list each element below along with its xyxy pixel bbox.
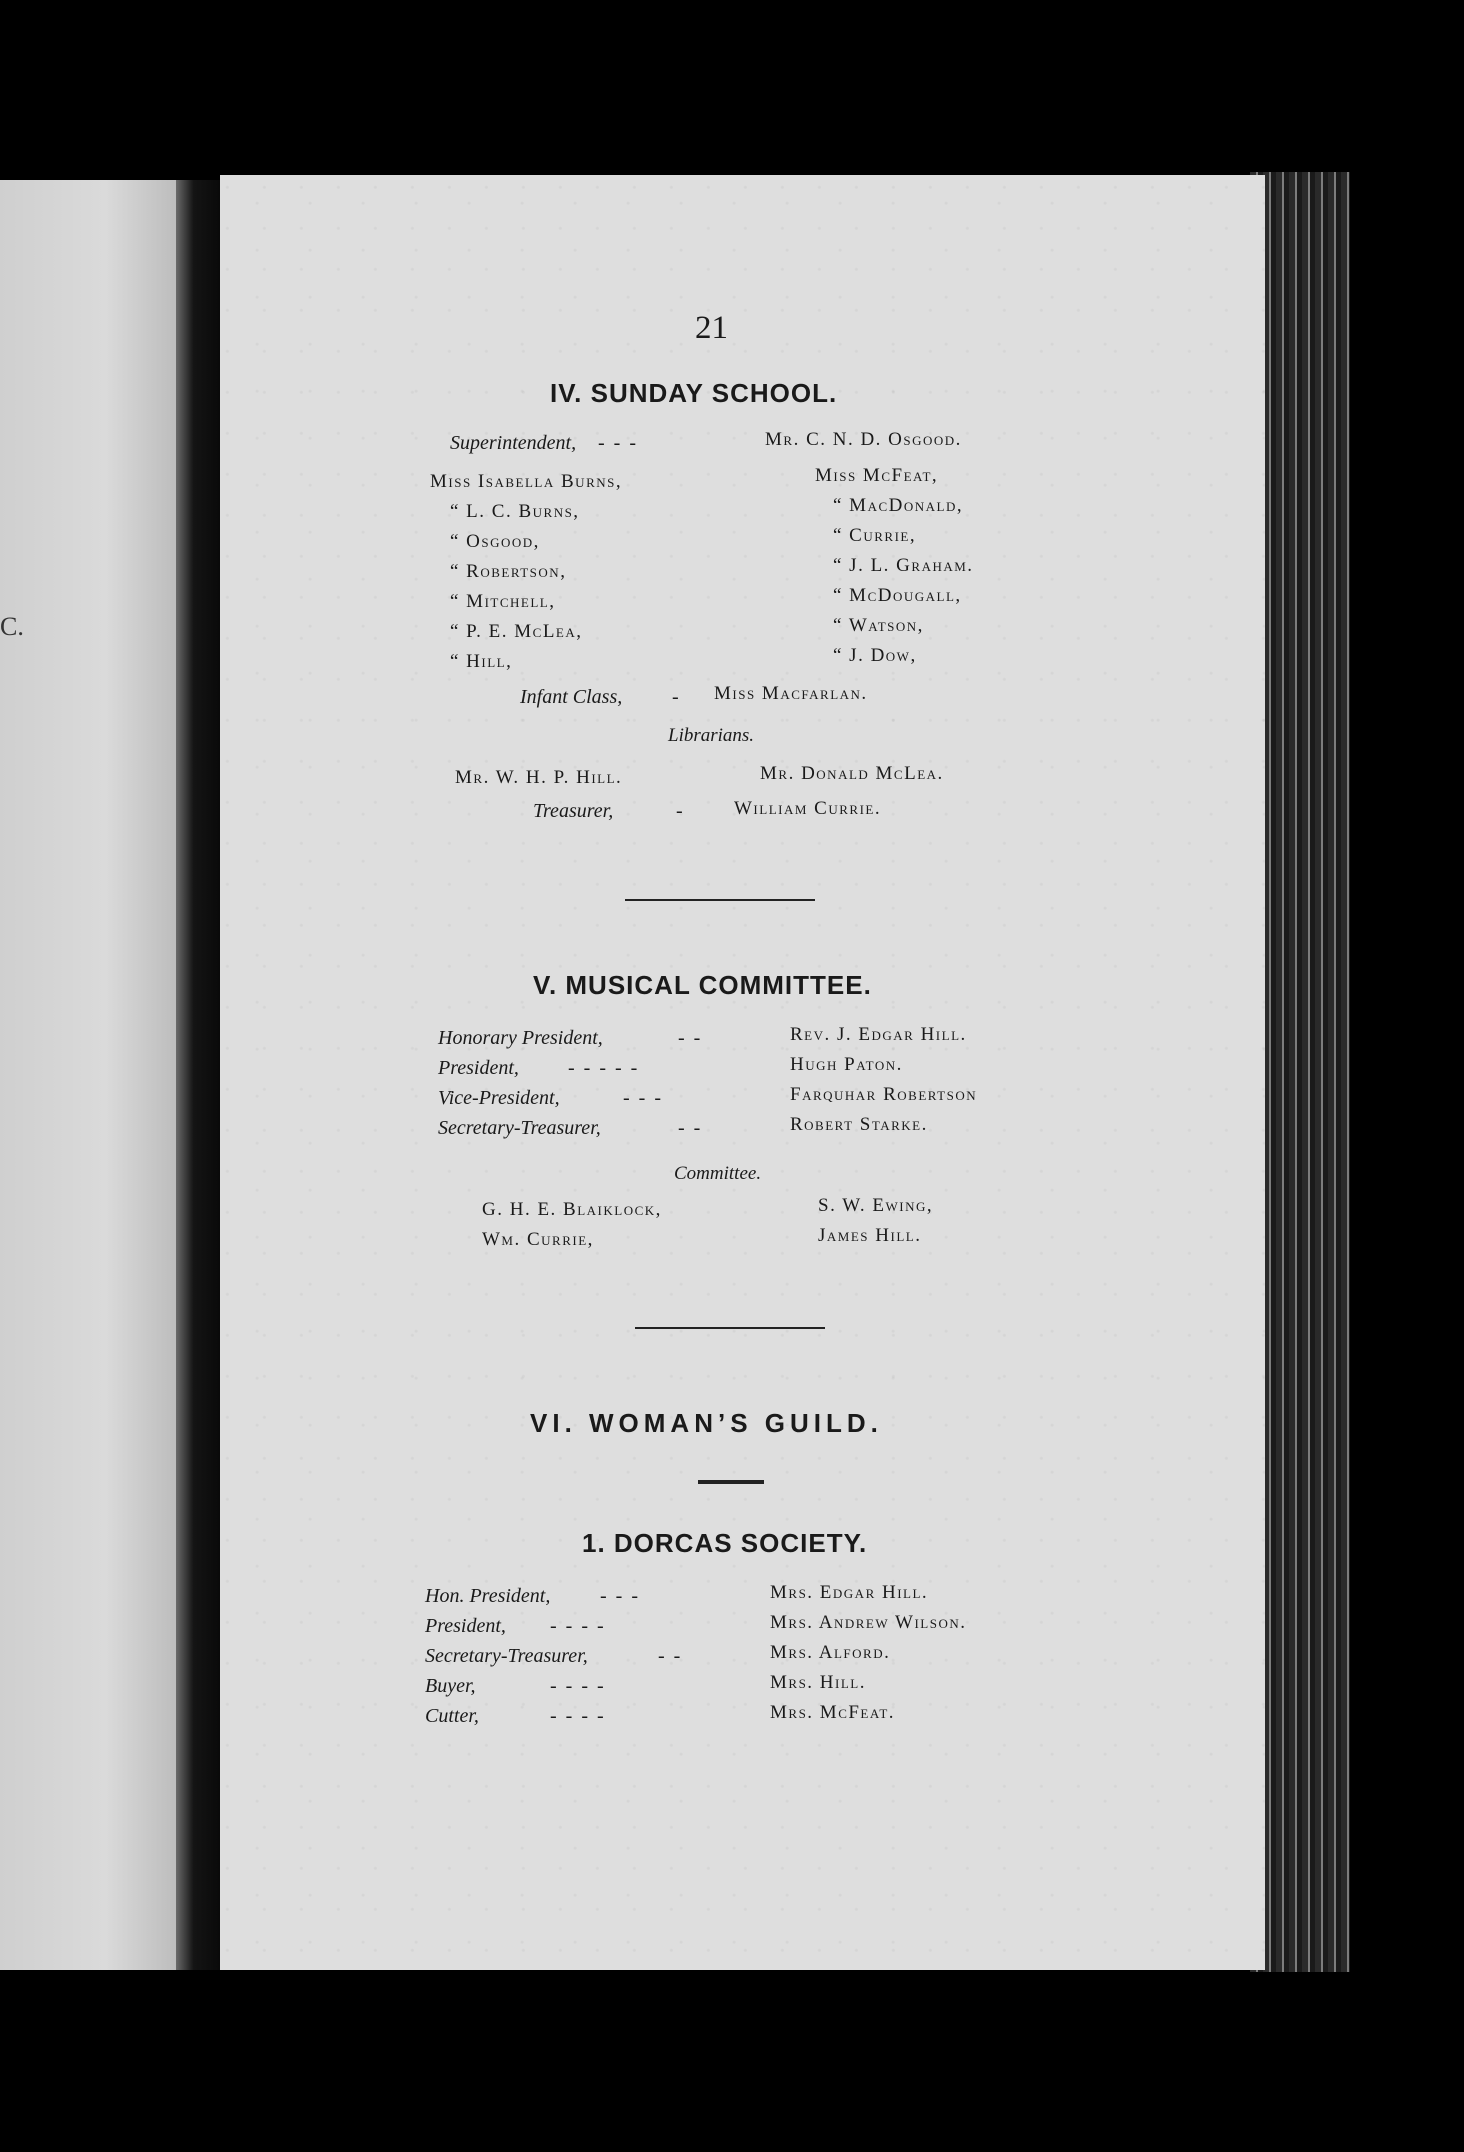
officer-dots: - - -: [600, 1585, 640, 1607]
treasurer-dots: -: [676, 800, 685, 822]
infant-class-role: Infant Class,: [520, 686, 623, 708]
dorcas-society-heading: 1. DORCAS SOCIETY.: [582, 1528, 868, 1558]
teacher-left: “ Robertson,: [450, 561, 567, 582]
librarian-name: Mr. W. H. P. Hill.: [455, 767, 623, 788]
book-page: [220, 175, 1265, 1970]
officer-name: Mrs. Edgar Hill.: [770, 1582, 929, 1603]
officer-role: Secretary-Treasurer,: [438, 1117, 601, 1139]
page-edges: [1250, 172, 1350, 1972]
womans-guild-heading: VI. WOMAN’S GUILD.: [530, 1408, 883, 1438]
musical-committee-heading: V. MUSICAL COMMITTEE.: [533, 970, 872, 1000]
sunday-school-heading: IV. SUNDAY SCHOOL.: [550, 378, 838, 408]
officer-dots: - -: [678, 1027, 703, 1049]
officer-dots: - - - -: [550, 1705, 606, 1727]
committee-member: James Hill.: [818, 1225, 922, 1246]
officer-role: Hon. President,: [425, 1585, 551, 1607]
officer-role: President,: [425, 1615, 506, 1637]
superintendent-name: Mr. C. N. D. Osgood.: [765, 429, 962, 450]
officer-role: Cutter,: [425, 1705, 479, 1727]
page-number: 21: [695, 310, 728, 346]
teacher-right: “ Watson,: [833, 615, 924, 636]
officer-name: Mrs. Hill.: [770, 1672, 866, 1693]
left-page: [0, 180, 176, 1970]
officer-dots: - - - - -: [568, 1057, 640, 1079]
teacher-left: “ Mitchell,: [450, 591, 556, 612]
committee-label: Committee.: [674, 1163, 762, 1184]
officer-name: Mrs. McFeat.: [770, 1702, 896, 1723]
teacher-right: Miss McFeat,: [815, 465, 939, 486]
librarian-name: Mr. Donald McLea.: [760, 763, 944, 784]
teacher-left: “ Osgood,: [450, 531, 540, 552]
committee-member: G. H. E. Blaiklock,: [482, 1199, 662, 1220]
officer-name: Hugh Paton.: [790, 1054, 903, 1075]
officer-name: Mrs. Andrew Wilson.: [770, 1612, 967, 1633]
infant-class-name: Miss Macfarlan.: [714, 683, 868, 704]
officer-role: President,: [438, 1057, 519, 1079]
teacher-right: “ Currie,: [833, 525, 917, 546]
officer-name: Mrs. Alford.: [770, 1642, 891, 1663]
teacher-right: “ MacDonald,: [833, 495, 964, 516]
officer-name: Robert Starke.: [790, 1114, 928, 1135]
officer-role: Buyer,: [425, 1675, 476, 1697]
officer-dots: - - - -: [550, 1615, 606, 1637]
superintendent-dots: - - -: [598, 432, 638, 454]
officer-role: Secretary-Treasurer,: [425, 1645, 588, 1667]
officer-dots: - - - -: [550, 1675, 606, 1697]
officer-dots: - -: [678, 1117, 703, 1139]
page-content: [220, 175, 1265, 1970]
teacher-right: “ J. L. Graham.: [833, 555, 974, 576]
teacher-left: “ P. E. McLea,: [450, 621, 583, 642]
infant-class-dots: -: [672, 686, 681, 708]
book-gutter: [176, 180, 220, 1970]
teacher-right: “ J. Dow,: [833, 645, 917, 666]
short-rule: [698, 1480, 764, 1484]
section-divider: [635, 1327, 825, 1329]
left-page-fragment: C.: [0, 612, 24, 641]
teacher-left: “ Hill,: [450, 651, 513, 672]
treasurer-name: William Currie.: [734, 798, 882, 819]
teacher-left: Miss Isabella Burns,: [430, 471, 623, 492]
superintendent-role: Superintendent,: [450, 432, 577, 454]
treasurer-role: Treasurer,: [533, 800, 614, 822]
teacher-left: “ L. C. Burns,: [450, 501, 580, 522]
officer-dots: - - -: [623, 1087, 663, 1109]
committee-member: Wm. Currie,: [482, 1229, 594, 1250]
officer-name: Farquhar Robertson: [790, 1084, 978, 1105]
officer-role: Honorary President,: [438, 1027, 603, 1049]
officer-name: Rev. J. Edgar Hill.: [790, 1024, 967, 1045]
section-divider: [625, 899, 815, 901]
teacher-right: “ McDougall,: [833, 585, 962, 606]
librarians-label: Librarians.: [668, 725, 755, 746]
committee-member: S. W. Ewing,: [818, 1195, 934, 1216]
officer-role: Vice-President,: [438, 1087, 560, 1109]
officer-dots: - -: [658, 1645, 683, 1667]
